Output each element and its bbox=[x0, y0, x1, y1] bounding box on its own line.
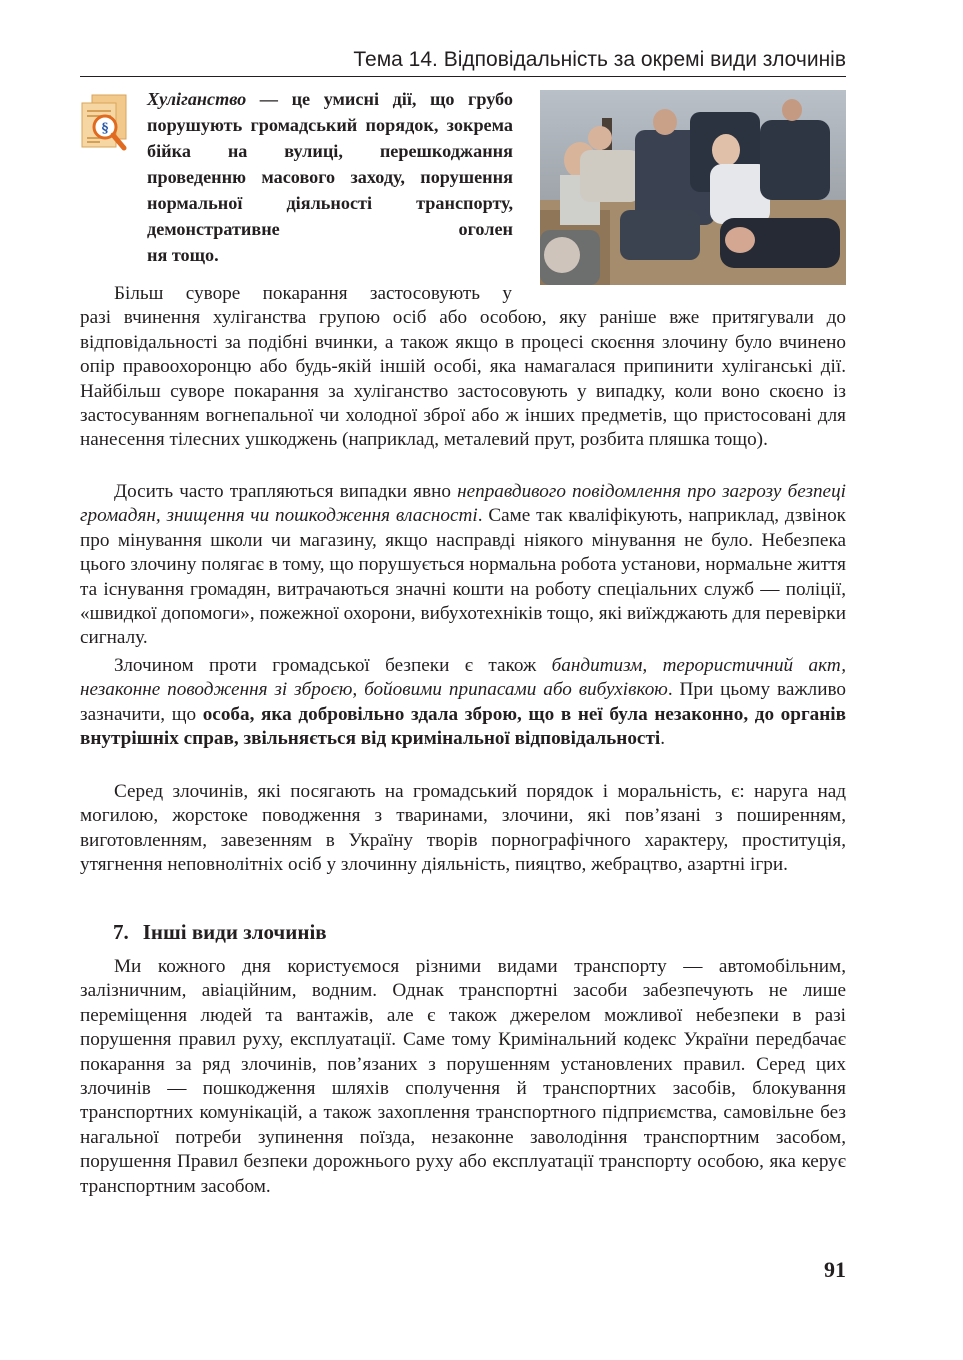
definition-term: Хуліганство bbox=[147, 89, 247, 109]
law-document-magnifier-icon bbox=[78, 93, 134, 157]
section-heading bbox=[113, 920, 327, 945]
paragraph-3-text-b: . При цьому важливо зазначити, що bbox=[80, 679, 846, 725]
definition-block bbox=[147, 86, 513, 268]
paragraph-1-first-line: Більш суворе покарання застосовують у bbox=[114, 283, 512, 304]
street-fight-photo bbox=[540, 90, 846, 285]
definition-text: це умисні дії, що грубо порушують громадський порядок, зокрема бійка на вулиці, перешкоджання проведенню масового заходу, порушення нормальної діяльності транспорту, демонстративне оголен bbox=[147, 89, 513, 239]
definition-text-end: ня тощо. bbox=[147, 245, 219, 265]
paragraph-3 bbox=[80, 654, 846, 752]
paragraph-3-bold: особа, яка добровільно здала зброю, що в неї була незаконно, до органів внутрішніх справ, звільняється від кримінальної відповідальності bbox=[80, 703, 846, 750]
paragraph-5: Ми кожного дня користуємося різними видами транспорту — автомобільним, залізничним, авіаційним, водним. Однак транспортні засоби забезпечують не лише переміщення людей та вантажів, але є також джерелом можливої небезпеки в разі порушення правил руху, експлуатації. Саме тому Кримінальний кодекс України передбачає покарання за ряд злочинів, пов’язаних з порушенням установлених правил. Серед цих злочинів — пошкодження шляхів сполучення й транспортних засобів, блокування транспортних комунікацій, а також захоплення транспортного підприємства, самовільне без нагальної потреби зупинення поїзда, незаконне заволодіння транспортним засобом, порушення Правил безпеки дорожнього руху або експлуатації транспорту особою, яка керує транспортним засобом. bbox=[80, 956, 846, 1197]
paragraph-4: Серед злочинів, які посягають на громадський порядок і моральність, є: наруга над могилою, жорстоке поводження з тваринами, злочини, які пов’язані з поширенням, виготовленням, завезенням в Україну творів порнографічного характеру, проституція, утягнення неповнолітніх осіб у злочинну діяльність, пияцтво, жебрацтво, азартні ігри. bbox=[80, 781, 846, 876]
paragraph-3-text-c: . bbox=[660, 728, 665, 750]
chapter-title: Тема 14. Відповідальність за окремі види злочинів bbox=[353, 48, 846, 71]
page-header bbox=[80, 46, 846, 77]
paragraph-2-text-b: . Саме так кваліфікують, наприклад, дзвінок про мінування школи чи магазину, якщо насправді ніякого мінування не було. Небезпека цього злочину полягає в тому, що порушується нормальна робота установи, нормальне життя та існування громадян, витрачаються значні кошти на роботу спеціальних служб — поліції, «швидкої допомоги», пожежної охорони, вибухотехніків тощо, які виїжджають для перевірки сигналу. bbox=[80, 505, 846, 649]
paragraph-3-italic: бандитизм, терористичний акт, незаконне поводження зі зброєю, бойовими припасами або вибухівкою bbox=[80, 655, 846, 701]
paragraph-2-italic: неправдивого повідомлення про загрозу безпеці громадян, знищення чи пошкодження власності bbox=[80, 481, 846, 527]
svg-text:§: § bbox=[101, 121, 109, 136]
section-number: 7. bbox=[113, 920, 129, 944]
paragraph-3-text-a: Злочином проти громадської безпеки є також bbox=[114, 655, 552, 676]
definition-dash: — bbox=[246, 89, 292, 109]
section-title: Інші види злочинів bbox=[142, 920, 327, 944]
paragraph-1 bbox=[80, 282, 846, 453]
paragraph-1-rest: разі вчинення хуліганства групою осіб або особою, яку раніше вже притягували до відповідальності за подібні вчинки, а також якщо в процесі скоєння злочину було вчинено опір правоохоронцю або будь-якій іншій особі, яка намагалася припинити хуліганські дії. Найбільш суворе покарання за хуліганство застосовують у випадку, коли воно скоєно із застосуванням вогнепальної чи холодної зброї або ж інших предметів, що пристосовані для нанесення тілесних ушкоджень (наприклад, металевий прут, розбита пляшка тощо). bbox=[80, 307, 846, 451]
paragraph-2-text-a: Досить часто трапляються випадки явно bbox=[114, 481, 458, 502]
page-number: 91 bbox=[824, 1257, 846, 1282]
paragraph-2 bbox=[80, 480, 846, 651]
